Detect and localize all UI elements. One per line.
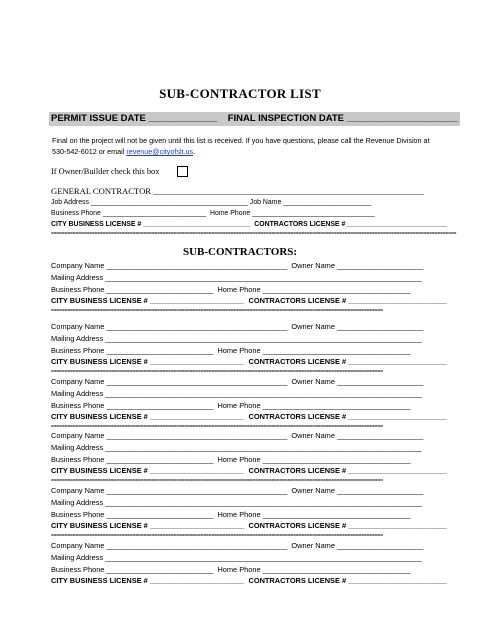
gc-job-address-field[interactable]: Job Address _________________________________________ Job Name _______________________ bbox=[51, 199, 372, 206]
subcontractors-heading: SUB-CONTRACTORS: bbox=[182, 246, 298, 258]
sub-5-company-name-field[interactable]: Company Name ____________________________________________ Owner Name _____________________ bbox=[51, 486, 424, 495]
sub-separator-line: ========================================================================================================================== bbox=[51, 308, 383, 314]
sub-1-business-phone-field[interactable]: Business Phone __________________________ Home Phone ____________________________________ bbox=[51, 285, 411, 294]
notice-text bbox=[52, 135, 442, 157]
owner-builder-checkbox[interactable] bbox=[177, 166, 188, 177]
sub-6-mailing-address-field[interactable]: Mailing Address _____________________________________________________________________________ bbox=[51, 553, 422, 562]
sub-5-business-phone-field[interactable]: Business Phone __________________________ Home Phone ____________________________________ bbox=[51, 510, 411, 519]
sub-1-license-field[interactable]: CITY BUSINESS LICENSE # _______________________ CONTRACTORS LICENSE # ________________________ bbox=[51, 296, 447, 305]
sub-5-license-field[interactable]: CITY BUSINESS LICENSE # _______________________ CONTRACTORS LICENSE # ________________________ bbox=[51, 521, 447, 530]
gc-license-field[interactable]: CITY BUSINESS LICENSE # ____________________________ CONTRACTORS LICENSE # __________________________ bbox=[51, 221, 447, 228]
sub-6-business-phone-field[interactable]: Business Phone __________________________ Home Phone ____________________________________ bbox=[51, 565, 411, 574]
sub-4-license-field[interactable]: CITY BUSINESS LICENSE # _______________________ CONTRACTORS LICENSE # ________________________ bbox=[51, 466, 447, 475]
sub-4-business-phone-field[interactable]: Business Phone __________________________ Home Phone ____________________________________ bbox=[51, 455, 411, 464]
sub-separator-line: ========================================================================================================================== bbox=[51, 424, 383, 430]
sub-3-license-field[interactable]: CITY BUSINESS LICENSE # _______________________ CONTRACTORS LICENSE # ________________________ bbox=[51, 412, 447, 421]
general-contractor-field[interactable]: GENERAL CONTRACTOR _______________________________________________________________ bbox=[51, 186, 424, 196]
sub-3-mailing-address-field[interactable]: Mailing Address _____________________________________________________________________________ bbox=[51, 389, 422, 398]
sub-separator-line: ========================================================================================================================== bbox=[51, 478, 383, 484]
sub-3-business-phone-field[interactable]: Business Phone __________________________ Home Phone ____________________________________ bbox=[51, 401, 411, 410]
sub-4-mailing-address-field[interactable]: Mailing Address _____________________________________________________________________________ bbox=[51, 443, 422, 452]
sub-5-mailing-address-field[interactable]: Mailing Address _____________________________________________________________________________ bbox=[51, 498, 422, 507]
sub-3-company-name-field[interactable]: Company Name ____________________________________________ Owner Name _____________________ bbox=[51, 377, 424, 386]
sub-1-company-name-field[interactable]: Company Name ____________________________________________ Owner Name _____________________ bbox=[51, 261, 424, 270]
sub-2-mailing-address-field[interactable]: Mailing Address _____________________________________________________________________________ bbox=[51, 334, 422, 343]
sub-6-license-field[interactable]: CITY BUSINESS LICENSE # _______________________ CONTRACTORS LICENSE # ________________________ bbox=[51, 576, 447, 585]
sub-6-company-name-field[interactable]: Company Name ____________________________________________ Owner Name _____________________ bbox=[51, 541, 424, 550]
gc-phone-field[interactable]: Business Phone ___________________________ Home Phone ________________________________ bbox=[51, 210, 375, 217]
notice-body: Final on the project will not be given until this list is received. If you have questions, please call the Revenue Division at 530-542-6012 or email bbox=[52, 136, 430, 156]
sub-2-business-phone-field[interactable]: Business Phone __________________________ Home Phone ____________________________________ bbox=[51, 346, 411, 355]
owner-builder-label: If Owner/Builder check this box bbox=[51, 167, 160, 176]
email-link[interactable]: revenue@cityofslt.us bbox=[126, 147, 194, 156]
sub-1-mailing-address-field[interactable]: Mailing Address _____________________________________________________________________________ bbox=[51, 273, 422, 282]
sub-separator-line: ========================================================================================================================== bbox=[51, 369, 383, 375]
sub-2-company-name-field[interactable]: Company Name ____________________________________________ Owner Name _____________________ bbox=[51, 322, 424, 331]
separator-line: ===================================================================================================================================================== bbox=[51, 231, 457, 237]
sub-4-company-name-field[interactable]: Company Name ____________________________________________ Owner Name _____________________ bbox=[51, 431, 424, 440]
page-title: SUB-CONTRACTOR LIST bbox=[159, 86, 321, 101]
notice-tail: . bbox=[193, 147, 196, 156]
sub-separator-line: ========================================================================================================================== bbox=[51, 533, 383, 539]
permit-dates-bar[interactable]: PERMIT ISSUE DATE _____________ FINAL INSPECTION DATE _____________________ bbox=[51, 113, 458, 124]
sub-2-license-field[interactable]: CITY BUSINESS LICENSE # _______________________ CONTRACTORS LICENSE # ________________________ bbox=[51, 357, 447, 366]
